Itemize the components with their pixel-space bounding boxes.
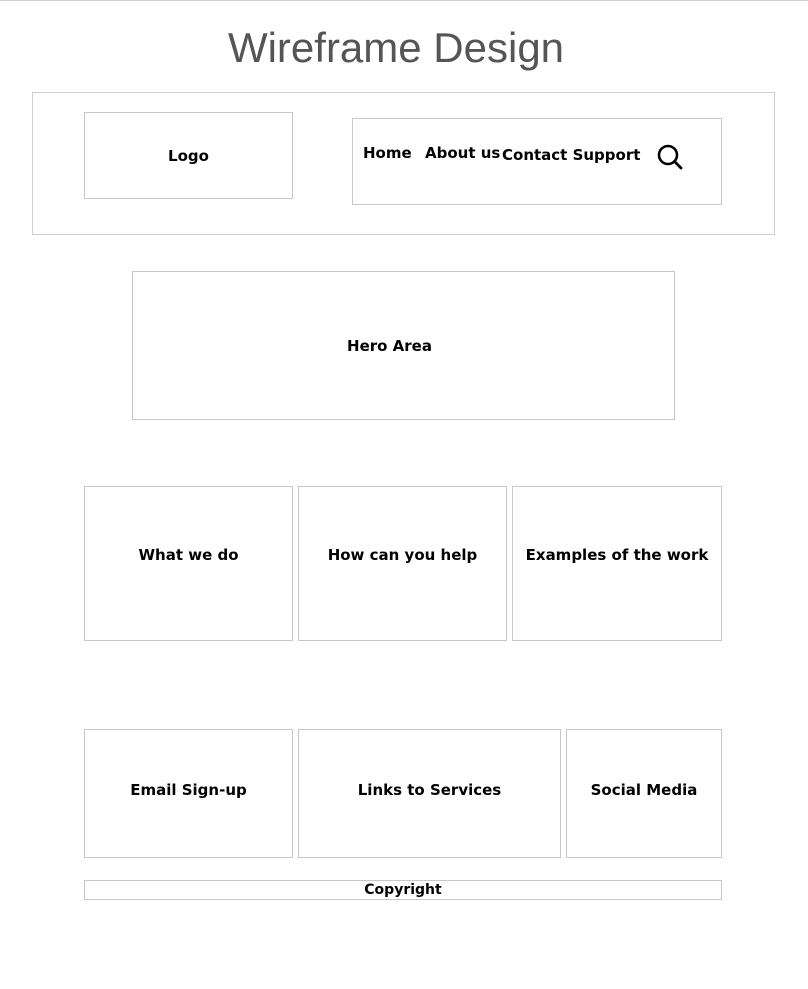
footer-box-email-signup [84,729,293,858]
nav-bar [352,118,722,205]
content-box-how-can-you-help [298,486,507,641]
content-label: What we do [138,545,239,564]
footer-label: Social Media [590,781,698,799]
content-label: How can you help [327,545,478,564]
footer-box-social-media [566,729,722,858]
footer-label: Email Sign-up [130,781,247,799]
search-icon[interactable] [656,143,684,171]
hero-area [132,271,675,420]
nav-home[interactable]: Home [363,144,412,162]
nav-contact-support[interactable]: Contact Support [502,146,641,164]
content-label: Examples of the work [525,545,709,564]
page-title: Wireframe Design [227,24,565,71]
copyright-bar [84,880,722,900]
footer-label: Links to Services [357,781,502,799]
content-box-examples-of-work [512,486,722,641]
copyright-label: Copyright [364,882,442,898]
hero-label: Hero Area [347,336,432,355]
footer-box-links-to-services [298,729,561,858]
top-border [0,0,808,1]
logo-box[interactable] [84,112,293,199]
content-box-what-we-do [84,486,293,641]
logo-label: Logo [168,146,209,165]
nav-about-us[interactable]: About us [425,144,501,162]
